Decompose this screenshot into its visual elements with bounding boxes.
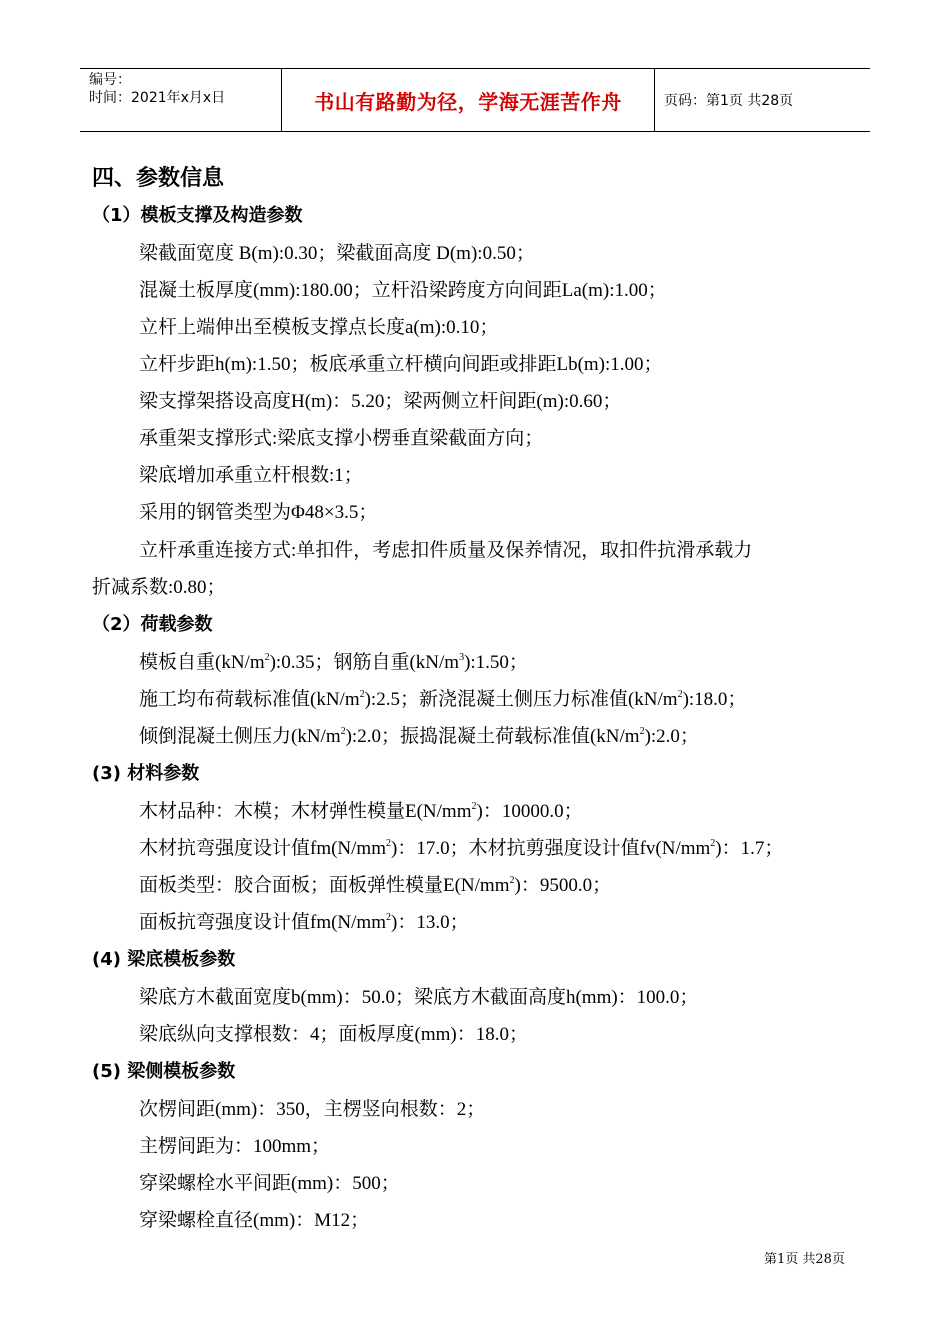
s5-line: 穿梁螺栓直径(mm)：M12； [139,1210,370,1231]
header-page-cell [664,69,870,131]
s1-line: 梁截面宽度 B(m):0.30；梁截面高度 D(m):0.50； [139,243,535,264]
s1-line: 立杆上端伸出至模板支撑点长度a(m):0.10； [139,317,499,338]
page-header [80,68,870,132]
s1-title: （1）模板支撑及构造参数 [92,205,303,226]
s3-line: 面板抗弯强度设计值$fm(N/mm^2)$：13.0； [139,911,469,933]
s1-line: 梁支撑架搭设高度H(m)：5.20；梁两侧立杆间距(m):0.60； [139,391,622,412]
s2-line: 模板自重$(kN/m^2):0.35$；钢筋自重$(kN/m^3):1.50$； [139,651,528,673]
page-footer: 第1页 共28页 [764,1252,845,1267]
page-info: 页码：第1页 共28页 [664,93,794,109]
s5-line: 穿梁螺栓水平间距(mm)：500； [139,1173,400,1194]
s2-line: 倾倒混凝土侧压力$(kN/m^2):2.0$；振捣混凝土荷载标准值$(kN/m^2):2.0$； [139,725,699,747]
s4-line: 梁底方木截面宽度b(mm)：50.0；梁底方木截面高度h(mm)：100.0； [139,987,699,1008]
s4-title: (4) 梁底模板参数 [92,949,236,970]
s3-line: 面板类型：胶合面板；面板弹性模量$E(N/mm^2)$：9500.0； [139,874,612,896]
time-label: 时间：2021年x月x日 [89,90,226,106]
section-title: 四、参数信息 [92,166,225,191]
s1-line: 立杆承重连接方式:单扣件，考虑扣件质量及保养情况，取扣件抗滑承载力 [139,540,753,561]
s3-line: 木材品种：木模；木材弹性模量$E(N/mm^2)$：10000.0； [139,800,583,822]
s1-line: 采用的钢管类型为Φ48×3.5； [139,502,378,523]
s2-title: （2）荷载参数 [92,614,213,635]
header-meta-cell [80,69,280,131]
number-label: 编号： [89,72,131,88]
s3-title: (3) 材料参数 [92,763,200,784]
s1-line: 混凝土板厚度(mm):180.00；立杆沿梁跨度方向间距La(m):1.00； [139,280,667,301]
s4-line: 梁底纵向支撑根数：4；面板厚度(mm)：18.0； [139,1024,528,1045]
s3-line: 木材抗弯强度设计值$fm(N/mm^2)$：17.0；木材抗剪强度设计值$fv(N/mm^2)$：1.7； [139,837,784,859]
motto: 书山有路勤为径，学海无涯苦作舟 [314,89,622,114]
s1-line: 立杆步距h(m):1.50；板底承重立杆横向间距或排距Lb(m):1.00； [139,354,663,375]
s1-line-wrap: 折减系数:0.80； [92,577,226,598]
s5-line: 次楞间距(mm)：350，主楞竖向根数：2； [139,1099,486,1120]
s1-line: 承重架支撑形式:梁底支撑小楞垂直梁截面方向； [139,428,544,449]
s5-title: (5) 梁侧模板参数 [92,1061,236,1082]
s5-line: 主楞间距为：100mm； [139,1136,331,1157]
s1-line: 梁底增加承重立杆根数:1； [139,465,363,486]
s2-line: 施工均布荷载标准值$(kN/m^2):2.5$；新浇混凝土侧压力标准值$(kN/m^2):18.0$； [139,688,747,710]
header-motto-cell [281,69,655,131]
